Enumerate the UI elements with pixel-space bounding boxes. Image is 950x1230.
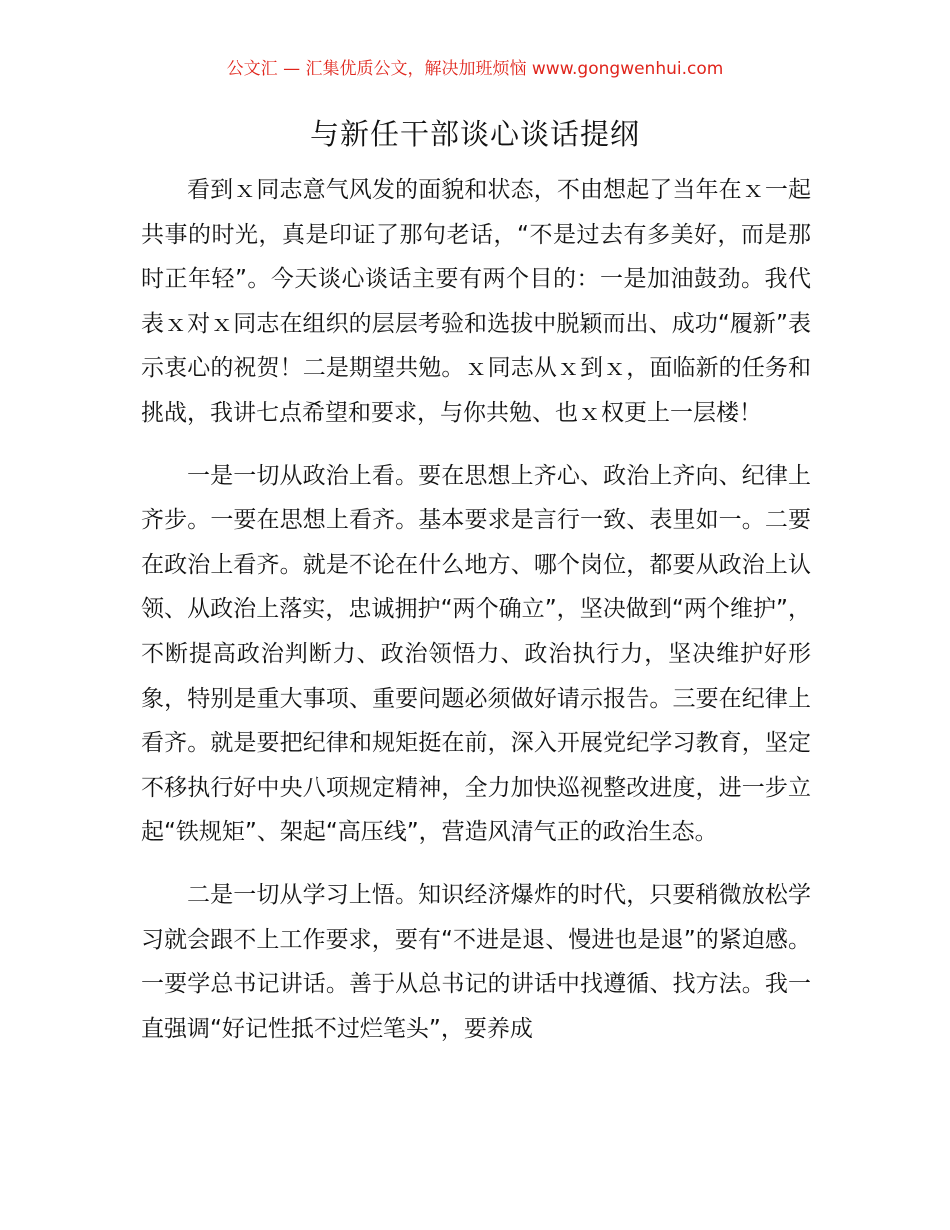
site-banner: 公文汇 — 汇集优质公文，解决加班烦恼 www.gongwenhui.com [226,59,724,79]
paragraph-point-two: 二是一切从学习上悟。知识经济爆炸的时代，只要稍微放松学习就会跟不上工作要求，要有“不进是退、慢进也是退”的紧迫感。一要学总书记讲话。善于从总书记的讲话中找遵循、找方法。我一直强调“好记性抵不过烂笔头”，要养成 [141,881,811,1042]
document-body [141,168,811,1069]
paragraph-point-one: 一是一切从政治上看。要在思想上齐心、政治上齐向、纪律上齐步。一要在思想上看齐。基本要求是言行一致、表里如一。二要在政治上看齐。就是不论在什么地方、哪个岗位，都要从政治上认领、从政治上落实，忠诚拥护“两个确立”，坚决做到“两个维护”，不断提高政治判断力、政治领悟力、政治执行力，坚决维护好形象，特别是重大事项、重要问题必须做好请示报告。三要在纪律上看齐。就是要把纪律和规矩挺在前，深入开展党纪学习教育，坚定不移执行好中央八项规定精神，全力加快巡视整改进度，进一步立起“铁规矩”、架起“高压线”，营造风清气正的政治生态。 [141,462,811,846]
document-title: 与新任干部谈心谈话提纲 [309,117,640,151]
paragraph-intro: 看到ｘ同志意气风发的面貌和状态，不由想起了当年在ｘ一起共事的时光，真是印证了那句老话，“不是过去有多美好，而是那时正年轻”。今天谈心谈话主要有两个目的：一是加油鼓劲。我代表ｘ对ｘ同志在组织的层层考验和选拔中脱颖而出、成功“履新”表示衷心的祝贺！二是期望共勉。ｘ同志从ｘ到ｘ，面临新的任务和挑战，我讲七点希望和要求，与你共勉、也ｘ权更上一层楼！ [141,177,811,426]
